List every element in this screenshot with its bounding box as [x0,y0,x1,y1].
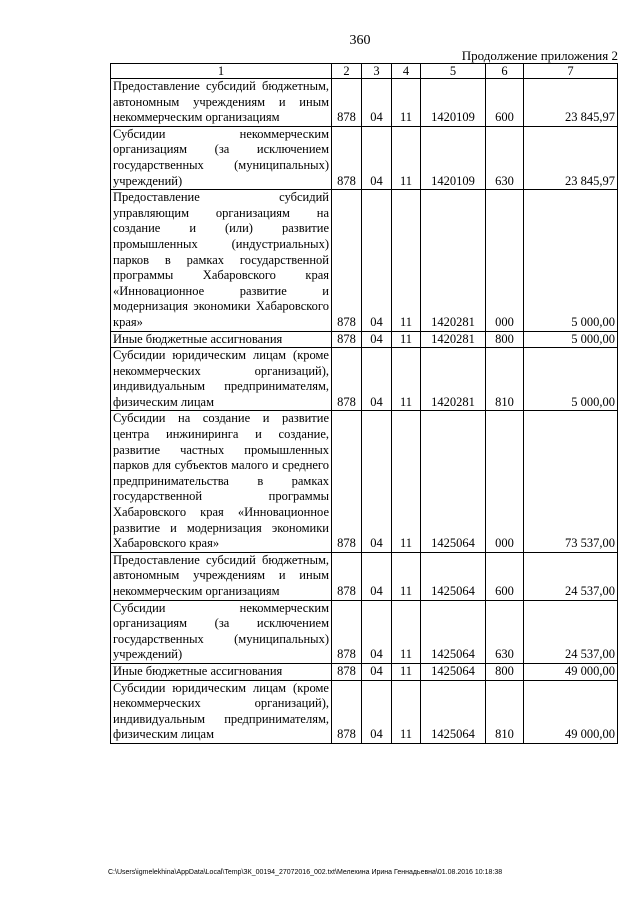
cell-section-code: 04 [362,331,392,348]
cell-expense-type: 000 [486,411,524,552]
table-row [111,552,618,600]
column-header: 7 [524,64,618,79]
cell-section-code: 04 [362,190,392,331]
cell-expense-type: 630 [486,126,524,189]
row-description: Предоставление субсидий бюджетным, автономным учреждениям и иным некоммерческим организациям [111,552,332,600]
table-header-row [111,64,618,79]
cell-expense-type: 800 [486,331,524,348]
cell-subsection-code: 11 [392,680,421,743]
cell-amount: 24 537,00 [524,600,618,663]
cell-section-code: 04 [362,663,392,680]
cell-target-article: 1420109 [421,126,486,189]
cell-amount: 5 000,00 [524,190,618,331]
column-header: 6 [486,64,524,79]
column-header: 5 [421,64,486,79]
table-row [111,190,618,331]
cell-expense-type: 000 [486,190,524,331]
cell-amount: 5 000,00 [524,348,618,411]
cell-expense-type: 800 [486,663,524,680]
row-description: Предоставление субсидий управляющим организациям на создание и (или) развитие промышленных (индустриальных) парков в рамках государственной программы Хабаровского края «Инновационное развитие и модернизация экономики Хабаровского края» [111,190,332,331]
cell-ministry-code: 878 [332,552,362,600]
cell-expense-type: 810 [486,348,524,411]
cell-subsection-code: 11 [392,600,421,663]
cell-section-code: 04 [362,552,392,600]
row-description: Субсидии некоммерческим организациям (за исключением государственных (муниципальных) учреждений) [111,126,332,189]
cell-amount: 49 000,00 [524,680,618,743]
cell-section-code: 04 [362,411,392,552]
cell-target-article: 1420109 [421,79,486,127]
cell-amount: 23 845,97 [524,126,618,189]
page-number: 360 [349,33,371,48]
cell-subsection-code: 11 [392,190,421,331]
cell-ministry-code: 878 [332,126,362,189]
cell-ministry-code: 878 [332,79,362,127]
cell-target-article: 1420281 [421,190,486,331]
cell-target-article: 1425064 [421,680,486,743]
cell-ministry-code: 878 [332,190,362,331]
cell-subsection-code: 11 [392,663,421,680]
cell-target-article: 1425064 [421,552,486,600]
row-description: Субсидии некоммерческим организациям (за исключением государственных (муниципальных) учреждений) [111,600,332,663]
cell-amount: 23 845,97 [524,79,618,127]
cell-expense-type: 600 [486,79,524,127]
table-row [111,126,618,189]
cell-expense-type: 810 [486,680,524,743]
cell-amount: 5 000,00 [524,331,618,348]
budget-table [110,63,618,744]
table-row [111,79,618,127]
cell-subsection-code: 11 [392,331,421,348]
row-description: Иные бюджетные ассигнования [111,663,332,680]
cell-ministry-code: 878 [332,600,362,663]
cell-section-code: 04 [362,348,392,411]
cell-expense-type: 630 [486,600,524,663]
column-header: 2 [332,64,362,79]
cell-ministry-code: 878 [332,663,362,680]
cell-amount: 24 537,00 [524,552,618,600]
cell-ministry-code: 878 [332,331,362,348]
cell-amount: 73 537,00 [524,411,618,552]
cell-ministry-code: 878 [332,348,362,411]
table-row [111,680,618,743]
row-description: Субсидии юридическим лицам (кроме некоммерческих организаций), индивидуальным предпринимателям, физическим лицам [111,348,332,411]
cell-expense-type: 600 [486,552,524,600]
row-description: Субсидии на создание и развитие центра инжиниринга и создание, развитие частных промышленных парков для субъектов малого и среднего предпринимательства в рамках государственной программы Хабаровского края «Инновационное развитие и модернизация экономики Хабаровского края» [111,411,332,552]
cell-subsection-code: 11 [392,126,421,189]
row-description: Предоставление субсидий бюджетным, автономным учреждениям и иным некоммерческим организациям [111,79,332,127]
cell-subsection-code: 11 [392,79,421,127]
table-row [111,348,618,411]
cell-section-code: 04 [362,600,392,663]
cell-target-article: 1420281 [421,348,486,411]
table-row [111,663,618,680]
cell-ministry-code: 878 [332,680,362,743]
continuation-label: Продолжение приложения 2 [461,48,618,63]
cell-amount: 49 000,00 [524,663,618,680]
cell-section-code: 04 [362,680,392,743]
column-header: 1 [111,64,332,79]
table-row [111,600,618,663]
table-row [111,411,618,552]
cell-section-code: 04 [362,126,392,189]
cell-subsection-code: 11 [392,552,421,600]
row-description: Субсидии юридическим лицам (кроме некоммерческих организаций), индивидуальным предпринимателям, физическим лицам [111,680,332,743]
cell-target-article: 1425064 [421,411,486,552]
cell-target-article: 1425064 [421,600,486,663]
cell-target-article: 1420281 [421,331,486,348]
cell-subsection-code: 11 [392,411,421,552]
cell-subsection-code: 11 [392,348,421,411]
column-header: 3 [362,64,392,79]
row-description: Иные бюджетные ассигнования [111,331,332,348]
cell-ministry-code: 878 [332,411,362,552]
column-header: 4 [392,64,421,79]
table-row [111,331,618,348]
cell-target-article: 1425064 [421,663,486,680]
file-path-footer: C:\Users\igmelekhina\AppData\Local\Temp\ЗК_00194_27072016_002.txt\Мелехина Ирина Геннадьевна\01.08.2016 10:18:38 [108,869,503,876]
cell-section-code: 04 [362,79,392,127]
